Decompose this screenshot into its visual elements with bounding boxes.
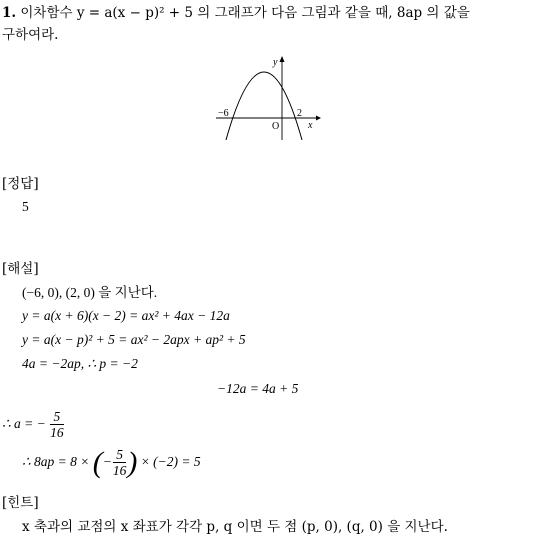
hint-text: x 축과의 교점의 x 좌표가 각각 p, q 이면 두 점 (p, 0), (q, 0) 을 지난다. [22, 519, 448, 535]
solution-line-5: −12a = 4a + 5 [217, 381, 299, 396]
origin-label: O [272, 121, 280, 132]
parabola-curve [226, 72, 302, 140]
fraction-5-16 [50, 409, 64, 440]
problem-number: 1. [2, 5, 17, 21]
solution-line-7-suffix: × (−2) = 5 [140, 454, 201, 469]
right-paren: ) [127, 445, 138, 479]
solution-line-7-prefix: ∴ 8ap = 8 × [22, 454, 90, 469]
solution-line-6-prefix: ∴ a = − [2, 416, 46, 431]
solution-line-2: y = a(x + 6)(x − 2) = ax² + 4ax − 12a [22, 308, 230, 323]
fraction-denominator-b: 16 [112, 463, 127, 479]
y-axis-label: y [273, 57, 278, 68]
x-axis-arrow [316, 116, 321, 121]
answer-value: 5 [22, 199, 29, 214]
left-paren: ( [92, 445, 103, 479]
solution-line-1: (−6, 0), (2, 0) 을 지난다. [22, 285, 158, 300]
right-root-label: 2 [297, 108, 302, 119]
solution-line-3: y = a(x − p)² + 5 = ax² − 2apx + ap² + 5 [22, 332, 246, 347]
fraction-numerator: 5 [50, 409, 64, 425]
fraction-numerator-b: 5 [113, 447, 127, 463]
problem-line-1 [2, 4, 470, 22]
solution-line-7 [22, 444, 201, 480]
y-axis-arrow [280, 56, 285, 62]
solution-heading: [해설] [2, 261, 39, 277]
left-root-label: −6 [218, 108, 229, 119]
x-axis-label: x [308, 120, 313, 131]
solution-line-6 [2, 406, 65, 442]
hint-heading: [힌트] [2, 495, 39, 511]
fraction-denominator: 16 [50, 425, 64, 441]
solution-line-4: 4a = −2ap, ∴ p = −2 [22, 356, 138, 371]
parabola-graph [210, 52, 325, 144]
problem-line-2: 구하여라. [2, 27, 59, 43]
answer-heading: [정답] [2, 176, 39, 192]
problem-text: 이차함수 y = a(x − p)² + 5 의 그래프가 다음 그림과 같을 때, 8ap 의 값을 [20, 5, 470, 21]
fraction-5-16-b [113, 447, 127, 478]
minus-sign: − [102, 454, 112, 469]
